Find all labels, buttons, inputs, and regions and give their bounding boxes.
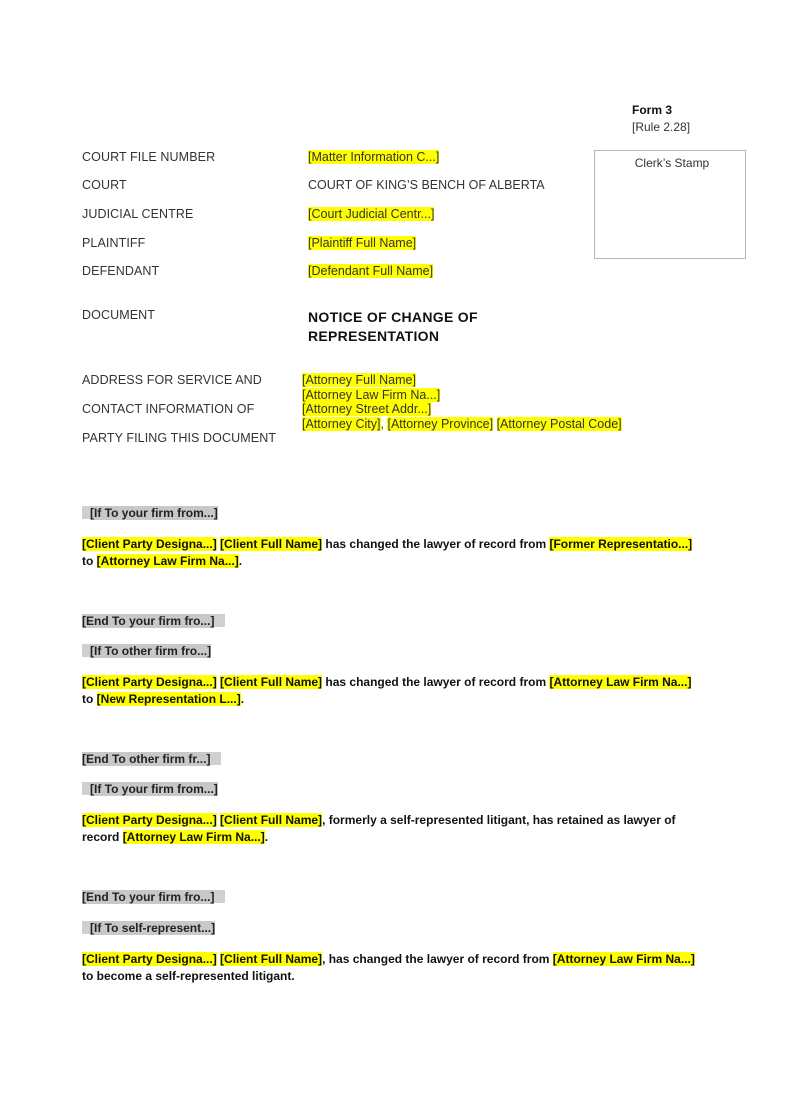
client-name-field[interactable]: [Client Full Name] [220, 537, 323, 551]
court-file-number-field[interactable]: [Matter Information C...] [308, 150, 440, 164]
address-label-line1: ADDRESS FOR SERVICE AND [82, 373, 262, 387]
section4-paragraph: [Client Party Designa...] [Client Full Name], has changed the lawyer of record from [Attorney Law Firm Na...] to become a self-represented litigant. [82, 952, 695, 983]
conditional-start-tag[interactable]: [If To other firm fro...] [82, 644, 211, 659]
section3-paragraph: [Client Party Designa...] [Client Full Name], formerly a self-represented litigant, has retained as lawyer of record [Attorney Law Firm Na...]. [82, 813, 676, 844]
clerks-stamp-label: Clerk’s Stamp [634, 156, 710, 170]
client-name-field[interactable]: [Client Full Name] [220, 813, 323, 827]
court-file-number-label: COURT FILE NUMBER [82, 150, 216, 164]
address-label-line3: PARTY FILING THIS DOCUMENT [82, 431, 277, 445]
plaintiff-value[interactable] [308, 236, 416, 250]
court-label: COURT [82, 178, 127, 192]
conditional-marker [214, 614, 225, 627]
attorney-postal-field[interactable]: [Attorney Postal Code] [496, 416, 622, 431]
attorney-city-field[interactable]: [Attorney City] [302, 416, 381, 431]
address-label-line2: CONTACT INFORMATION OF [82, 402, 255, 416]
section1-paragraph: [Client Party Designa...] [Client Full Name] has changed the lawyer of record from [Former Representatio...] to [Attorney Law Firm Na...]. [82, 537, 693, 568]
conditional-start-tag[interactable]: [If To your firm from...] [82, 506, 218, 521]
judicial-centre-value[interactable] [308, 207, 434, 221]
form-rule: [Rule 2.28] [632, 120, 691, 134]
attorney-law-firm-field[interactable]: [Attorney Law Firm Na...] [96, 553, 239, 568]
conditional-start-tag[interactable]: [If To your firm from...] [82, 782, 218, 797]
document-title-line2: REPRESENTATION [308, 327, 440, 344]
conditional-marker [214, 890, 225, 903]
attorney-law-firm-field[interactable]: [Attorney Law Firm Na...] [302, 387, 441, 402]
conditional-marker [82, 644, 90, 657]
clerks-stamp-box [594, 150, 746, 259]
client-name-field[interactable]: [Client Full Name] [220, 952, 323, 966]
attorney-law-firm-field[interactable]: [Attorney Law Firm Na...] [549, 675, 692, 689]
judicial-centre-label: JUDICIAL CENTRE [82, 207, 194, 221]
court-file-number-value[interactable] [308, 150, 439, 164]
attorney-name-field[interactable]: [Attorney Full Name] [302, 373, 416, 387]
defendant-value[interactable] [308, 264, 433, 278]
address-comma: , [380, 416, 384, 431]
conditional-marker [82, 782, 90, 795]
conditional-end-tag[interactable]: [End To your firm fro...] [82, 890, 225, 905]
court-value: COURT OF KING’S BENCH OF ALBERTA [308, 178, 545, 192]
client-party-field[interactable]: [Client Party Designa...] [82, 537, 217, 551]
conditional-marker [82, 506, 90, 519]
new-representation-field[interactable]: [New Representation L...] [96, 691, 241, 706]
defendant-label: DEFENDANT [82, 264, 160, 278]
attorney-law-firm-field[interactable]: [Attorney Law Firm Na...] [552, 952, 695, 966]
conditional-end-tag[interactable]: [End To other firm fr...] [82, 752, 221, 767]
document-title [308, 308, 478, 345]
conditional-end-tag[interactable]: [End To your firm fro...] [82, 614, 225, 629]
form-header [632, 102, 690, 136]
document-title-line1: NOTICE OF CHANGE OF [308, 309, 478, 325]
attorney-province-field[interactable]: [Attorney Province] [387, 416, 494, 431]
client-name-field[interactable]: [Client Full Name] [220, 675, 323, 689]
attorney-law-firm-field[interactable]: [Attorney Law Firm Na...] [122, 829, 265, 844]
client-party-field[interactable]: [Client Party Designa...] [82, 952, 217, 966]
judicial-centre-field[interactable]: [Court Judicial Centr...] [308, 207, 435, 221]
client-party-field[interactable]: [Client Party Designa...] [82, 675, 217, 689]
section2-paragraph: [Client Party Designa...] [Client Full Name] has changed the lawyer of record from [Attorney Law Firm Na...] to [New Representation L...]. [82, 675, 692, 706]
client-party-field[interactable]: [Client Party Designa...] [82, 813, 217, 827]
form-title: Form 3 [632, 103, 673, 117]
attorney-address-block [302, 373, 622, 431]
conditional-marker [82, 921, 90, 934]
plaintiff-label: PLAINTIFF [82, 236, 146, 250]
conditional-start-tag[interactable]: [If To self-represent...] [82, 921, 215, 936]
defendant-field[interactable]: [Defendant Full Name] [308, 264, 434, 278]
conditional-marker [210, 752, 221, 765]
document-label: DOCUMENT [82, 308, 156, 322]
plaintiff-field[interactable]: [Plaintiff Full Name] [308, 236, 417, 250]
former-representation-field[interactable]: [Former Representatio...] [549, 537, 693, 551]
attorney-street-field[interactable]: [Attorney Street Addr...] [302, 402, 432, 416]
